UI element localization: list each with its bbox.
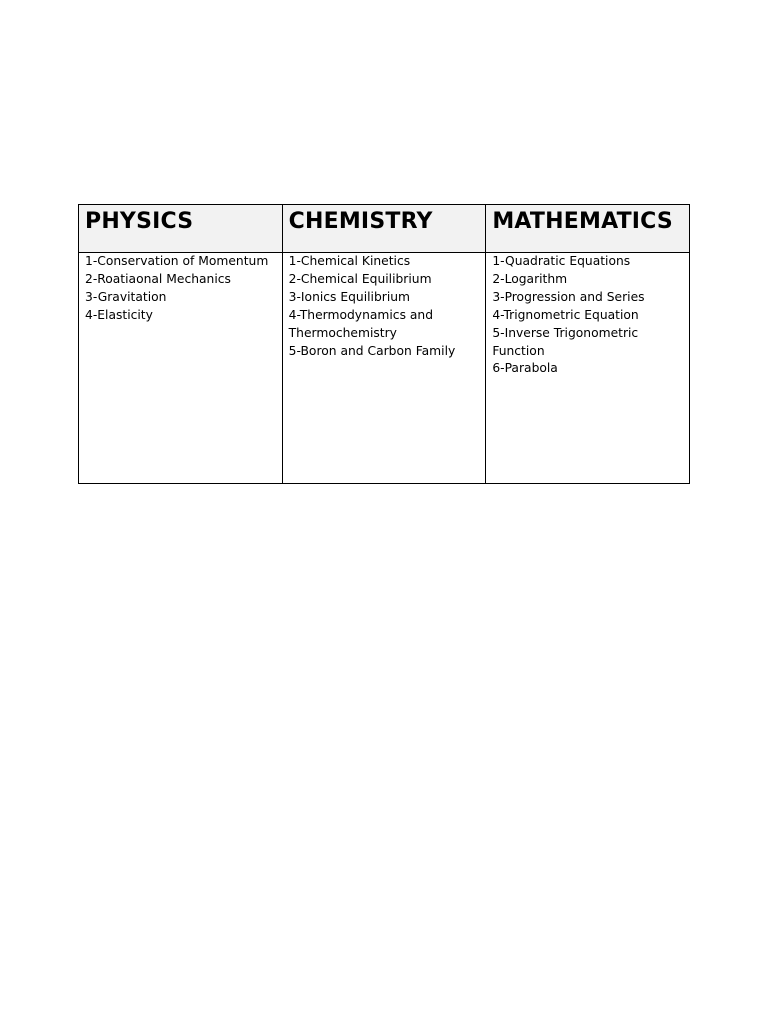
chemistry-topic: 4-Thermodynamics and Thermochemistry	[288, 307, 434, 340]
mathematics-topic: 3-Progression and Series	[492, 289, 645, 304]
chemistry-topic-list	[289, 253, 480, 360]
mathematics-topic: 1-Quadratic Equations	[492, 254, 631, 268]
chemistry-topics-cell	[282, 253, 486, 484]
topics-row	[79, 253, 690, 484]
chemistry-topic: 3-Ionics Equilibrium	[288, 289, 411, 304]
physics-topic: 2-Roatiaonal Mechanics	[85, 271, 231, 286]
header-row	[79, 205, 690, 253]
physics-topic-list	[85, 253, 276, 325]
syllabus-table	[78, 204, 690, 484]
mathematics-topic: 5-Inverse Trigonometric Function	[492, 325, 639, 358]
physics-topics-cell	[79, 253, 283, 484]
mathematics-header: MATHEMATICS	[486, 205, 690, 253]
physics-header: PHYSICS	[79, 205, 283, 253]
mathematics-topic: 4-Trignometric Equation	[492, 307, 639, 322]
physics-topic: 1-Conservation of Momentum	[85, 254, 269, 268]
chemistry-topic: 2-Chemical Equilibrium	[288, 271, 432, 286]
physics-topic: 3-Gravitation	[85, 289, 167, 304]
chemistry-topic: 5-Boron and Carbon Family	[288, 343, 456, 358]
mathematics-topic: 2-Logarithm	[492, 271, 568, 286]
chemistry-header: CHEMISTRY	[282, 205, 486, 253]
mathematics-topic-list	[492, 253, 683, 378]
physics-topic: 4-Elasticity	[85, 307, 153, 322]
mathematics-topic: 6-Parabola	[492, 361, 558, 376]
chemistry-topic: 1-Chemical Kinetics	[288, 254, 411, 268]
mathematics-topics-cell	[486, 253, 690, 484]
